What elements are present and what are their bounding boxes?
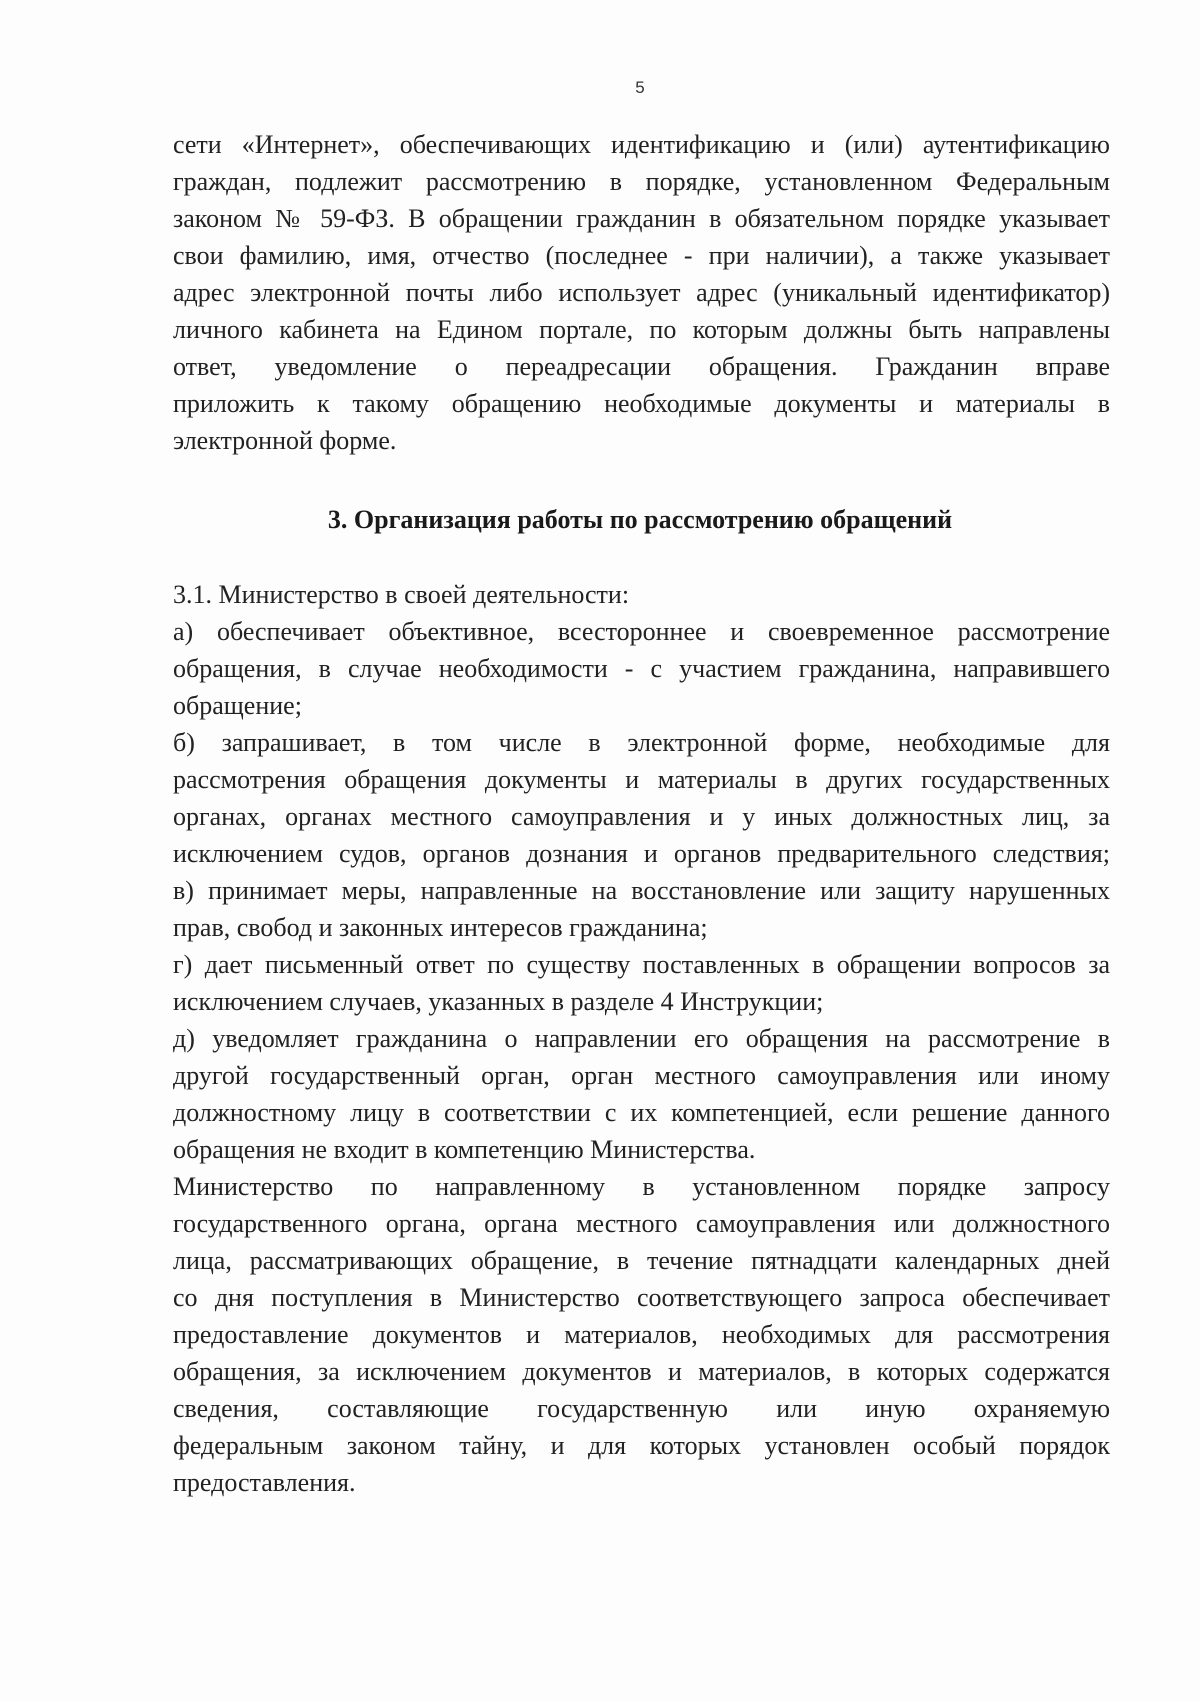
paragraph-line: прав, свобод и законных интересов гражданина; (173, 913, 708, 942)
paragraph-line: другой государственный орган, орган местного самоуправления или иному (173, 1061, 1110, 1090)
paragraph-line: д) уведомляет гражданина о направлении его обращения на рассмотрение в (173, 1024, 1110, 1053)
paragraph-line: адрес электронной почты либо использует адрес (уникальный идентификатор) (173, 278, 1110, 307)
paragraph-line: б) запрашивает, в том числе в электронной форме, необходимые для (173, 728, 1110, 757)
paragraph-line: рассмотрения обращения документы и материалы в других государственных (173, 765, 1110, 794)
paragraph-line: законом № 59-ФЗ. В обращении гражданин в обязательном порядке указывает (173, 204, 1110, 233)
paragraph-line: обращение; (173, 691, 302, 720)
paragraph-line: электронной форме. (173, 426, 397, 455)
paragraph-line: а) обеспечивает объективное, всестороннее и своевременное рассмотрение (173, 617, 1110, 646)
paragraph-line: со дня поступления в Министерство соответствующего запроса обеспечивает (173, 1283, 1110, 1312)
paragraph-line: лица, рассматривающих обращение, в течение пятнадцати календарных дней (173, 1246, 1110, 1275)
paragraph-line: личного кабинета на Едином портале, по которым должны быть направлены (173, 315, 1110, 344)
paragraph-line: предоставление документов и материалов, необходимых для рассмотрения (173, 1320, 1110, 1349)
paragraph-line: обращения, в случае необходимости - с участием гражданина, направившего (173, 654, 1110, 683)
paragraph-line: государственного органа, органа местного самоуправления или должностного (173, 1209, 1110, 1238)
paragraph-line: в) принимает меры, направленные на восстановление или защиту нарушенных (173, 876, 1110, 905)
paragraph-line: исключением судов, органов дознания и органов предварительного следствия; (173, 839, 1110, 868)
paragraph-line: обращения, за исключением документов и материалов, в которых содержатся (173, 1357, 1110, 1386)
paragraph-line: Министерство по направленному в установленном порядке запросу (173, 1172, 1110, 1201)
paragraph-line: исключением случаев, указанных в разделе 4 Инструкции; (173, 987, 824, 1016)
paragraph-line: обращения не входит в компетенцию Министерства. (173, 1135, 756, 1164)
paragraph-line: 3.1. Министерство в своей деятельности: (173, 580, 630, 609)
paragraph-line: сети «Интернет», обеспечивающих идентификацию и (или) аутентификацию (173, 130, 1110, 159)
paragraph-line: сведения, составляющие государственную или иную охраняемую (173, 1394, 1110, 1423)
paragraph-line: предоставления. (173, 1468, 356, 1497)
paragraph-line: ответ, уведомление о переадресации обращения. Гражданин вправе (173, 352, 1110, 381)
paragraph-line: органах, органах местного самоуправления и у иных должностных лиц, за (173, 802, 1110, 831)
page-number: 5 (635, 78, 645, 97)
paragraph-line: приложить к такому обращению необходимые документы и материалы в (173, 389, 1110, 418)
paragraph-line: должностному лицу в соответствии с их компетенцией, если решение данного (173, 1098, 1110, 1127)
paragraph-line: г) дает письменный ответ по существу поставленных в обращении вопросов за (173, 950, 1110, 979)
paragraph-line: свои фамилию, имя, отчество (последнее - при наличии), а также указывает (173, 241, 1110, 270)
paragraph-line: федеральным законом тайну, и для которых установлен особый порядок (173, 1431, 1110, 1460)
section-heading: 3. Организация работы по рассмотрению обращений (327, 505, 953, 534)
paragraph-line: граждан, подлежит рассмотрению в порядке, установленном Федеральным (173, 167, 1110, 196)
